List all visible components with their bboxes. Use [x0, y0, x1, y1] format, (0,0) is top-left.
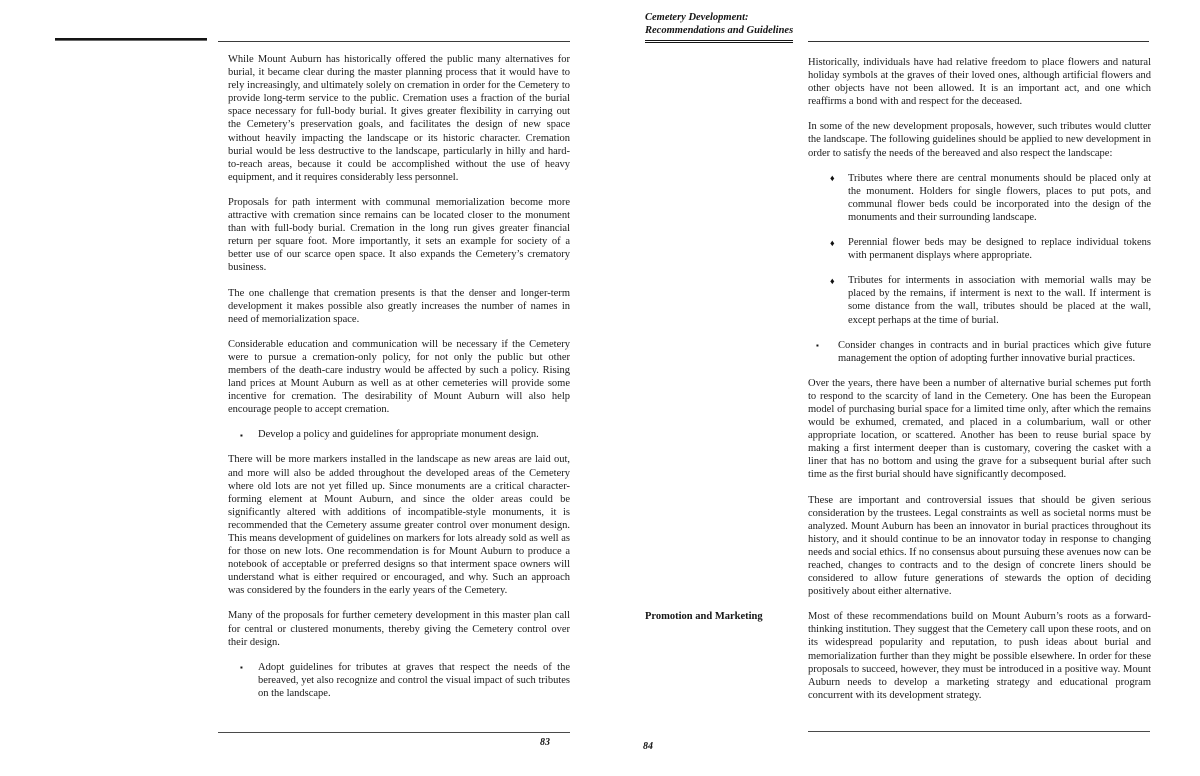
- paragraph: Historically, individuals have had relative freedom to place flowers and natural holiday symbols at the graves of their loved ones, although artificial flowers and other objects have not been allowed. It is an important act, and one which reaffirms a bond with and respect for the deceased.: [808, 57, 1151, 108]
- paragraph: While Mount Auburn has historically offered the public many alternatives for burial, it became clear during the master planning process that it would have to rely increasingly, and ultimately solely on cremation in order for the Cemetery to provide long-term service to the public. Cremation uses a fraction of the burial space necessary for full-body burial. It gives greater flexibility in carrying out the Cemetery’s preservation goals, and facilitates the design of new space without heavily impacting the landscape or its historic character. Cremation burial would be less destructive to the landscape, particularly in hilly and hard-to-reach areas, because it could be accomplished without the use of heavy equipment, and it requires considerably less personnel.: [228, 54, 570, 183]
- paragraph: Considerable education and communication will be necessary if the Cemetery were to pursue a cremation-only policy, for not only the public but other members of the death-care industry would be affected by such a policy. Rising land prices at Mount Auburn as well as at other cemeteries will provide some incentive for cremation. The desirability of Mount Auburn will also help encourage people to accept cremation.: [228, 338, 570, 416]
- paragraph: Most of these recommendations build on Mount Auburn’s roots as a forward-thinking institution. They suggest that the Cemetery call upon these roots, and on its widespread popularity and reputation, to push ideas about burial and memorialization further than they might be possible elsewhere. In order for these proposals to succeed, however, they must be introduced in a positive way. Mount Auburn needs to develop a marketing strategy and educational program concurrent with its development strategy.: [808, 611, 1151, 701]
- left-column-bottom-rule: [218, 732, 570, 733]
- page-number-right: 84: [643, 741, 653, 752]
- paragraph: Over the years, there have been a number of alternative burial schemes put forth to respond to the scarcity of land in the Cemetery. One has been the European model of purchasing burial space for a limited time only, after which the remains would be exhumed, cremated, and placed in a columbarium, wall or other appropriate location, or scattered. Another has been to reuse burial space by making a first interment deeper than is customary, covering the casket with a liner that has no bottom and using the grave for a subsequent burial after such time as the first burial should have significantly decomposed.: [808, 377, 1151, 481]
- diamond-bullet-icon: ♦: [830, 275, 835, 286]
- diamond-bullet-icon: ♦: [830, 237, 835, 248]
- bullet-text: Tributes where there are central monuments should be placed only at the monument. Holders for single flowers, places to put pots, and communal flower beds could be incorporated into the design of the monuments and their surrounding landscape.: [848, 172, 1151, 223]
- paragraph: The one challenge that cremation presents is that the denser and longer-term development it makes possible also greatly increases the number of names in need of memorialization space.: [228, 287, 570, 325]
- bullet-item: [228, 661, 570, 700]
- paragraph: These are important and controversial issues that should be given serious consideration by the trustees. Legal constraints as well as societal norms must be analyzed. Mount Auburn has been an innovator in burial practices throughout its history, and it should continue to be an innovator today in response to changing needs and social ethics. If no consensus about pursuing these avenues now can be reached, changes to contracts and to the design of concrete liners should be considered to allow future generations of stewards the option of deciding positively about either alternative.: [808, 494, 1151, 598]
- sidebar-heading-promotion-and-marketing: Promotion and Marketing: [645, 611, 763, 623]
- right-column-bottom-rule: [808, 731, 1150, 732]
- bullet-text: Consider changes in contracts and in burial practices which give future management the option of adopting further innovative burial practices.: [838, 339, 1151, 364]
- bullet-item: [808, 236, 1151, 262]
- running-header: [645, 12, 845, 37]
- bullet-item: [228, 428, 570, 441]
- paragraph: Proposals for path interment with communal memorialization become more attractive with cremation since remains can be located closer to the monument than with full-body burial. Cremation in the long run gives greater financial return per square foot. More importantly, it sets an example for society of a better use of our scarce open space. It also expands the Cemetery’s crematory business.: [228, 196, 570, 274]
- running-header-line2: Recommendations and Guidelines: [645, 24, 794, 36]
- square-bullet-icon: ▪: [240, 430, 243, 440]
- square-bullet-icon: ▪: [240, 663, 243, 673]
- left-page-body: [228, 53, 570, 712]
- paragraph: There will be more markers installed in the landscape as new areas are laid out, and more will also be added throughout the developed areas of the Cemetery where old lots are not yet filled up. Since monuments are a critical character-forming element at Mount Auburn, and since the older areas could be significantly altered with additions of incompatible-style monuments, it is recommended that the Cemetery assume greater control over monument design. This means development of guidelines on markers for lots already sold as well as for those on new lots. One recommendation is for Mount Auburn to produce a notebook of acceptable or preferred designs so that interment space owners will understand what is either required or encouraged, and why. Such an approach was considered by the founders in the early years of the Cemetery.: [228, 454, 570, 597]
- left-margin-double-rule: [55, 38, 207, 41]
- bullet-text: Perennial flower beds may be designed to replace individual tokens with permanent displays where appropriate.: [848, 237, 1151, 262]
- diamond-bullet-icon: ♦: [830, 173, 835, 184]
- bullet-text: Develop a policy and guidelines for appropriate monument design.: [258, 429, 539, 441]
- running-header-line1: Cemetery Development:: [645, 12, 749, 23]
- header-double-rule: [645, 40, 793, 43]
- bullet-item: [808, 172, 1151, 224]
- bullet-item: [808, 274, 1151, 326]
- square-bullet-icon: ▪: [816, 341, 819, 351]
- page-number-left: 83: [540, 737, 550, 748]
- right-column-top-rule: [808, 41, 1149, 42]
- bullet-text: Adopt guidelines for tributes at graves that respect the needs of the bereaved, yet also recognize and control the visual impact of such tributes on the landscape.: [258, 661, 570, 699]
- paragraph: In some of the new development proposals, however, such tributes would clutter the landscape. The following guidelines should be applied to new development in order to satisfy the needs of the bereaved and also respect the landscape:: [808, 121, 1151, 159]
- right-page-body: [645, 56, 1151, 714]
- final-paragraph-wrap: [645, 610, 1151, 702]
- bullet-item: [808, 339, 1151, 365]
- paragraph: Many of the proposals for further cemetery development in this master plan call for central or clustered monuments, thereby giving the Cemetery control over their design.: [228, 610, 570, 648]
- bullet-text: Tributes for interments in association with memorial walls may be placed by the remains, if interment is next to the wall. If interment is some distance from the wall, tributes should be placed at the wall, except perhaps at the time of burial.: [848, 275, 1151, 326]
- left-column-top-rule: [218, 41, 570, 42]
